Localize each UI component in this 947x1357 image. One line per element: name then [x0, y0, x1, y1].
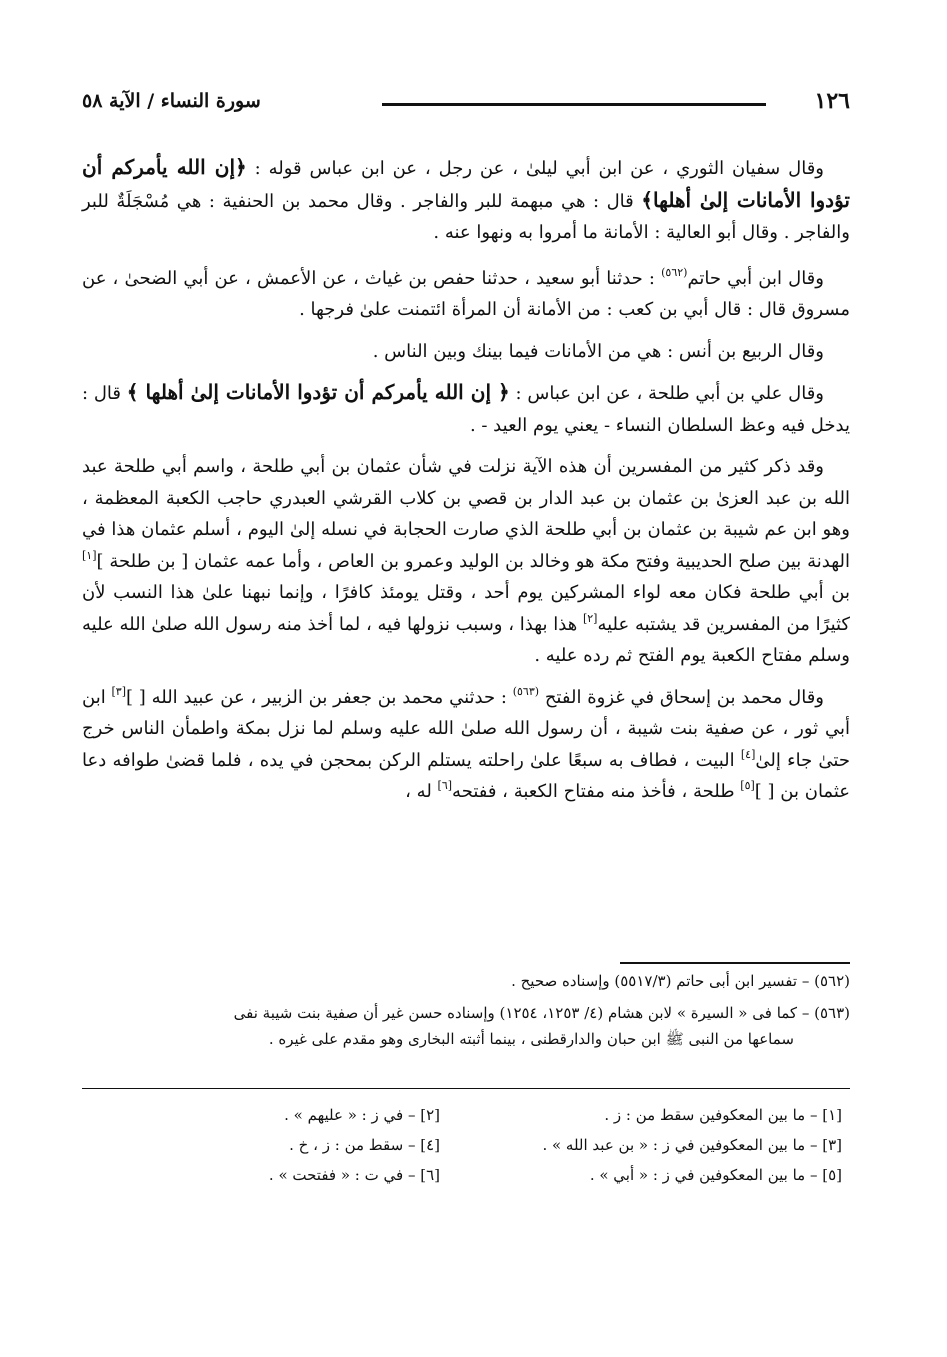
page-header: [82, 88, 850, 124]
paragraph: [82, 451, 850, 672]
variant-note: [٦] – في ت : « ففتحت » .: [268, 1166, 440, 1184]
header-rule: [382, 103, 766, 106]
paragraph-text: : حدثني محمد بن جعفر بن الزبير ، عن عبيد الله [ ]: [126, 686, 513, 708]
quran-quote: ﴿ إن الله يأمركم أن تؤدوا الأمانات إلىٰ أهلها ﴾: [126, 380, 510, 404]
variant-note: [٥] – ما بين المعكوفين في ز : « أبي » .: [589, 1166, 842, 1184]
paragraph-text: وقال محمد بن إسحاق في غزوة الفتح: [539, 686, 824, 708]
paragraph-text: : حدثنا أبو سعيد ، حدثنا حفص بن غياث ، عن الأعمش ، عن أبي الضحىٰ ، عن مسروق قال : قال أبي بن كعب : من الأمانة أن المرأة ائتمنت علىٰ فرجها .: [82, 267, 850, 320]
footnote-rule: [620, 962, 850, 964]
paragraph: [82, 682, 850, 808]
variant-marker: [٥]: [740, 779, 755, 792]
variants-rule: [82, 1088, 850, 1089]
variant-note: [٤] – سقط من : ز ، خ .: [289, 1136, 440, 1154]
paragraph-text: بن أبي طلحة فكان معه لواء المشركين يوم أحد ، وقتل يومئذ كافرًا ، وإنما نبهنا علىٰ هذا النسب لأن كثيرًا من المفسرين قد يشتبه عليه: [82, 582, 850, 635]
paragraph: [82, 377, 850, 441]
page-number: ١٢٦: [814, 88, 850, 114]
variants-row: [82, 1130, 850, 1160]
manuscript-variants: [82, 1100, 850, 1190]
paragraph: وقال الربيع بن أنس : هي من الأمانات فيما بينك وبين الناس .: [372, 340, 824, 362]
variants-row: [82, 1160, 850, 1190]
main-text: [82, 152, 850, 818]
running-title: سورة النساء / الآية ٥٨: [82, 90, 261, 112]
quran-quote: ﴿إن الله يأمركم أن تؤدوا الأمانات إلىٰ أهلها﴾: [82, 155, 850, 212]
variant-note: [٣] – ما بين المعكوفين في ز : « بن عبد الله » .: [542, 1136, 842, 1154]
variants-row: [82, 1100, 850, 1130]
variant-note: [٢] – في ز : « عليهم » .: [284, 1106, 440, 1124]
paragraph-text: البيت ، فطاف به سبعًا علىٰ راحلته يستلم الركن بمحجن في يده ، فلما قضىٰ طوافه دعا عثمان بن [ ]: [82, 749, 850, 802]
paragraph: [82, 263, 850, 326]
variant-marker: [٤]: [740, 747, 756, 761]
paragraph-text: وقال ابن أبي حاتم: [687, 267, 824, 289]
paragraph-text: وقد ذكر كثير من المفسرين أن هذه الآية نزلت في شأن عثمان بن أبي طلحة ، واسم أبي طلحة عبد الله بن عبد العزىٰ بن عثمان بن عبد الدار بن قصي بن كلاب القرشي العبدري حاجب الكعبة المعظمة ، وهو ابن عم شيبة بن عثمان بن أبي طلحة الذي صارت الحجابة في نسله إلىٰ اليوم ، أسلم عثمان هذا في الهدنة بين صلح الحديبية وفتح مكة هو وخالد بن الوليد وعمرو بن العاص ، وأما عمه عثمان [ بن طلحة ]: [82, 456, 850, 572]
paragraph-text: قال : يدخل فيه وعظ السلطان النساء - يعني يوم العيد - .: [82, 383, 850, 436]
paragraph-text: طلحة ، فأخذ منه مفتاح الكعبة ، ففتحه: [452, 781, 741, 802]
footnote-reference: (٥٦٣): [512, 684, 540, 698]
paragraph-text: هذا بهذا ، وسبب نزولها فيه ، لما أخذ منه رسول الله صلىٰ الله عليه وسلم مفتاح الكعبة يوم الفتح ثم رده عليه .: [82, 613, 850, 666]
paragraph-text: وقال سفيان الثوري ، عن ابن أبي ليلىٰ ، عن رجل ، عن ابن عباس قوله :: [246, 158, 824, 179]
footnote-563-continued: سماعها من النبى ﷺ ابن حبان والدارقطنى ، بينما أثبته البخارى وهو مقدم على غيره .: [268, 1030, 794, 1048]
paragraph: [82, 152, 850, 249]
footnote-563: (٥٦٣) – كما فى « السيرة » لابن هشام (٤/ ١٢٥٣، ١٢٥٤) وإسناده حسن غير أن صفية بنت شيبة نفى: [233, 1004, 850, 1022]
footnote-reference: (٥٦٢): [661, 265, 688, 279]
paragraph-text: وقال علي بن أبي طلحة ، عن ابن عباس :: [509, 383, 825, 404]
variant-marker: [٣]: [111, 684, 126, 698]
paragraph-text: له ،: [405, 781, 438, 802]
variant-marker: [٦]: [437, 779, 453, 792]
footnote-562: (٥٦٢) – تفسير ابن أبى حاتم (٥٥١٧/٣) وإسناده صحيح .: [511, 972, 850, 990]
paragraph-text: قال : هي مبهمة للبر والفاجر . وقال محمد بن الحنفية : هي مُسْجَلَةٌ للبر والفاجر . وقال أبو العالية : الأمانة ما أمروا به ونهوا عنه .: [82, 190, 850, 243]
variant-marker: [٢]: [582, 611, 598, 625]
variant-note: [١] – ما بين المعكوفين سقط من : ز .: [604, 1106, 842, 1124]
variant-marker: [١]: [82, 548, 97, 562]
paragraph-text: ابن أبي ثور ، عن صفية بنت شيبة ، أن رسول الله صلىٰ الله عليه وسلم لما نزل بمكة واطمأن الناس خرج حتىٰ جاء إلىٰ: [82, 686, 850, 771]
